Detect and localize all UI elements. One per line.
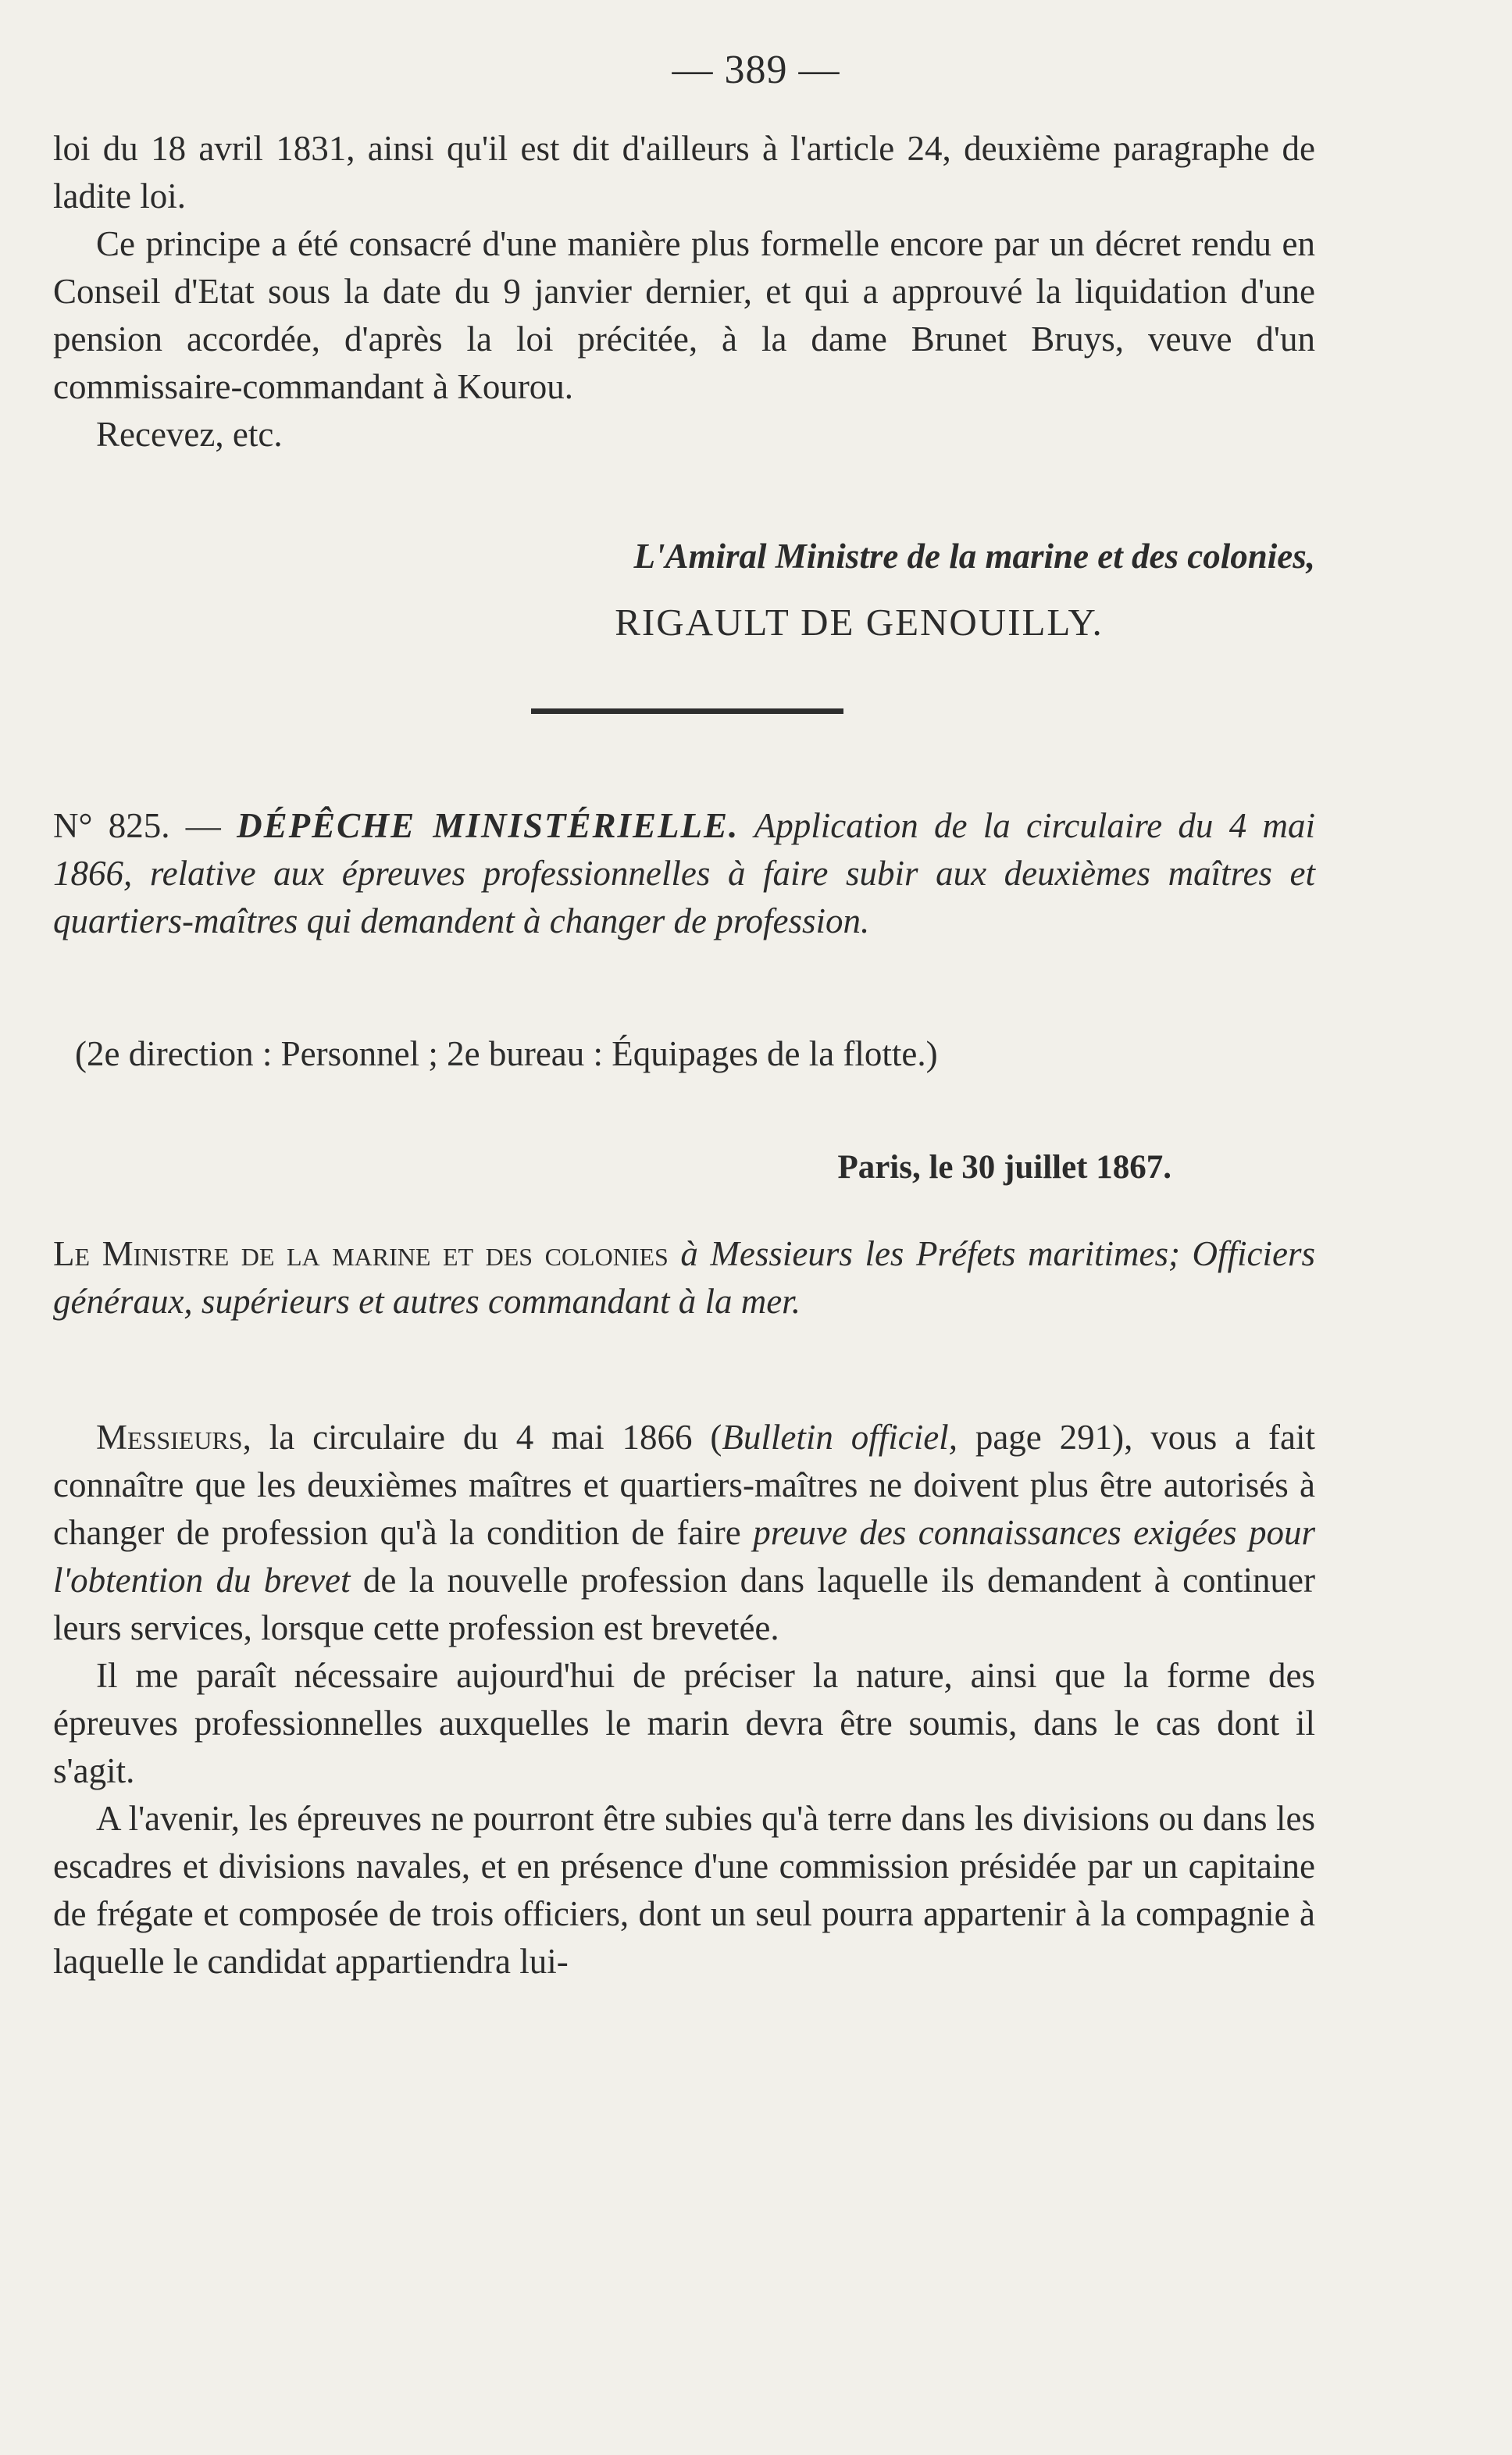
body-paragraph-2: Il me paraît nécessaire aujourd'hui de préciser la nature, ainsi que la forme des épreuves professionnelles auxquelles le marin devra être soumis, dans le cas dont il s'agit. (53, 1656, 1315, 1790)
top-paragraph-2: Ce principe a été consacré d'une manière plus formelle encore par un décret rendu en Conseil d'Etat sous la date du 9 janvier dernier, et qui a approuvé la liquidation d'une pension accordée, d'après la loi précitée, à la dame Brunet Bruys, veuve d'un commissaire-commandant à Kourou. (53, 224, 1315, 406)
section-divider (531, 708, 843, 714)
body-p1-c: de la nouvelle profession dans laquelle ils demandent à continuer leurs services, lorsque cette profession est brevetée. (53, 1561, 1316, 1647)
dispatch-heading (53, 802, 1315, 945)
date-line: Paris, le 30 juillet 1867. (837, 1149, 1171, 1186)
dispatch-kind: DÉPÊCHE MINISTÉRIELLE. (237, 806, 740, 845)
body-p1-emphasis: preuve des connaissances exigées pour l'obtention du brevet (53, 1513, 1316, 1600)
addressee-block (53, 1230, 1315, 1326)
sender: Le Ministre de la marine et des colonies (53, 1234, 669, 1273)
bulletin-reference: Bulletin officiel, (722, 1418, 957, 1457)
body-paragraph-1 (53, 1414, 1315, 1652)
salutation: Messieurs (96, 1418, 243, 1457)
dispatch-number: N° 825. — (53, 806, 237, 845)
dispatch-subject: Application de la circulaire du 4 mai 1866, relative aux épreuves professionnelles à faire subir aux deuxièmes maîtres et quartiers-maîtres qui demandent à changer de profession. (53, 806, 1315, 940)
signature-title: L'Amiral Ministre de la marine et des colonies, (633, 537, 1315, 576)
closing-formula: Recevez, etc. (96, 415, 283, 454)
direction-line: (2e direction : Personnel ; 2e bureau : Équipages de la flotte.) (75, 1034, 938, 1073)
page-number: — 389 — (672, 48, 840, 92)
body-text (53, 1414, 1315, 1986)
recipients: à Messieurs les Préfets maritimes; Officiers généraux, supérieurs et autres commandant à la mer. (53, 1234, 1315, 1321)
body-p1-a: , la circulaire du 4 mai 1866 ( (242, 1418, 722, 1457)
top-text (53, 125, 1315, 459)
body-p1-b: page 291), vous a fait connaître que les deuxièmes maîtres et quartiers-maîtres ne doivent plus être autorisés à changer de profession qu'à la condition de faire (53, 1418, 1316, 1552)
top-paragraph-1: loi du 18 avril 1831, ainsi qu'il est dit d'ailleurs à l'article 24, deuxième paragraphe de ladite loi. (53, 129, 1315, 216)
body-paragraph-3: A l'avenir, les épreuves ne pourront être subies qu'à terre dans les divisions ou dans les escadres et divisions navales, et en présence d'une commission présidée par un capitaine de frégate et composée de trois officiers, dont un seul pourra appartenir à la compagnie à laquelle le candidat appartiendra lui- (53, 1799, 1315, 1981)
signature-name: RIGAULT DE GENOUILLY. (615, 601, 1104, 644)
